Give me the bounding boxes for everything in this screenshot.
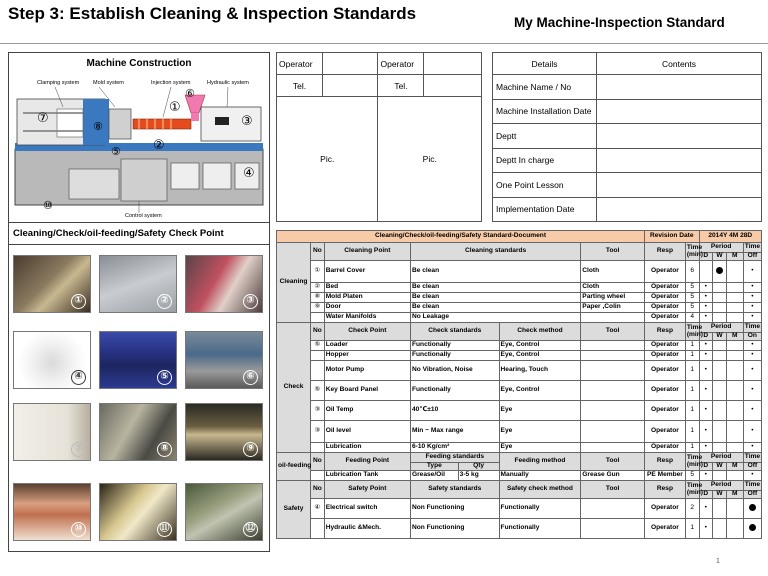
row-method: Eye [499,401,581,421]
row-standard: 40℃±10 [410,401,499,421]
row-standard: Functionally [410,341,499,351]
row-tool [581,313,645,323]
col-qty: Qty [458,463,499,471]
col-period: Period [699,481,743,491]
row-time: 4 [685,313,699,323]
row-resp: Operator [644,401,685,421]
period-w: W [713,333,727,341]
table-row: ⑤ Key Board Panel Functionally Eye, Control Operator 1 • • [277,381,762,401]
col-period: Period [699,243,743,253]
content-deptt[interactable] [597,124,762,149]
operator-1-label: Operator [277,53,323,75]
row-resp: PE Member [644,471,685,481]
time-off: Off [743,253,761,261]
row-time: 5 [685,283,699,293]
table-row: ⑧ Mold Platen Be clean Parting wheel Operator 5 • • [277,293,762,303]
row-no: ⑤ [311,341,325,351]
mold-system-label: Mold system [93,80,124,86]
revision-label: Revision Date [644,231,699,243]
row-time: 5 [685,293,699,303]
col-time-min: Time (min) [685,481,699,499]
row-time: 1 [685,351,699,361]
period-mark [749,524,756,531]
detail-deptt: Deptt [493,124,597,149]
row-method: Eye [499,443,581,453]
injection-system-label: Injection system [151,80,191,86]
row-time: 6 [685,261,699,283]
col-feeding-standards: Feeding standards [410,453,499,463]
row-time: 5 [685,303,699,313]
marker-2: ② [153,138,165,153]
section-safety: Safety [277,481,311,539]
col-no: No [311,243,325,261]
col-time-min: Time (min) [685,243,699,261]
table-row: Motor Pump No Vibration, Noise Hearing, Touch Operator 1 • • [277,361,762,381]
marker-1: ① [169,100,181,115]
checkpoint-title: Cleaning/Check/oil-feeding/Safety Check Point [13,228,224,239]
row-resp: Operator [644,303,685,313]
row-point: Lubrication Tank [324,471,410,481]
time-off: Off [743,491,761,499]
col-feeding-point: Feeding Point [324,453,410,471]
period-d: D [699,463,713,471]
detail-implementation-date: Implementation Date [493,197,597,222]
col-feeding-method: Feeding method [499,453,581,471]
table-row: ③ Oil Temp 40℃±10 Eye Operator 1 • • [277,401,762,421]
details-header: Details [493,53,597,75]
content-installation-date[interactable] [597,99,762,124]
row-no: ③ [311,401,325,421]
col-period: Period [699,323,743,333]
row-method: Hearing, Touch [499,361,581,381]
control-system-label: Control system [125,213,162,219]
content-machine-name[interactable] [597,75,762,100]
row-no: ⑨ [311,303,325,313]
row-resp: Operator [644,421,685,443]
left-panel [8,52,270,552]
tel-2-label: Tel. [378,75,424,97]
row-time: 2 [685,499,699,519]
row-standard: Functionally [410,381,499,401]
col-check-standards: Check standards [410,323,499,341]
contents-header: Contents [597,53,762,75]
pic-2: Pic. [378,97,482,222]
period-d: D [699,333,713,341]
row-method: Eye, Control [499,351,581,361]
row-tool: Paper ,Colin [581,303,645,313]
row-method: Eye [499,421,581,443]
period-w: W [713,463,727,471]
col-safety-point: Safety Point [324,481,410,499]
table-row: ③ Oil level Min ~ Max range Eye Operator 1 • • [277,421,762,443]
period-w: W [713,491,727,499]
page-title: Step 3: Establish Cleaning & Inspection Standards [8,4,417,23]
content-deptt-in-charge[interactable] [597,148,762,173]
row-standard: Be clean [410,303,580,313]
section-cleaning: Cleaning [277,243,311,323]
col-safety-standards: Safety standards [410,481,499,499]
row-no [311,313,325,323]
revision-value: 2014Y 4M 28D [699,231,762,243]
row-point: Electrical switch [324,499,410,519]
marker-5: ⑤ [111,145,121,158]
row-no [311,471,325,481]
row-time: 1 [685,401,699,421]
col-time-min: Time (min) [685,323,699,341]
col-safety-method: Safety check method [499,481,581,499]
operator-2-label: Operator [378,53,424,75]
period-d: D [699,491,713,499]
row-resp: Operator [644,381,685,401]
row-tool: Cloth [581,261,645,283]
detail-installation-date: Machine Installation Date [493,99,597,124]
col-time: Time [743,243,761,253]
row-time: 5 [685,471,699,481]
photo-hydraulic: ③ [185,255,263,313]
row-time: 1 [685,519,699,539]
row-tool: Grease Gun [581,471,645,481]
row-resp: Operator [644,283,685,293]
row-method: Functionally [499,499,581,519]
row-standard: Be clean [410,283,580,293]
row-type: Grease/Oil [410,471,458,481]
row-point: Hopper [324,351,410,361]
row-resp: Operator [644,519,685,539]
row-no: ⑤ [311,381,325,401]
col-time: Time [743,481,761,491]
row-method: Eye, Control [499,341,581,351]
row-point: Key Board Panel [324,381,410,401]
table-row: Water Manifolds No Leakage Operator 4 • • [277,313,762,323]
detail-one-point-lesson: One Point Lesson [493,173,597,198]
col-time: Time [743,453,761,463]
row-no [311,361,325,381]
photo-loader: ④ [13,331,91,389]
tel-1-value[interactable] [322,75,378,97]
time-off: Off [743,463,761,471]
marker-6: ⑥ [185,87,195,100]
clamping-system-label: Clamping system [37,80,80,86]
row-time: 1 [685,361,699,381]
row-point: Motor Pump [324,361,410,381]
row-point: Oil level [324,421,410,443]
row-tool: Parting wheel [581,293,645,303]
table-row: ⑤ Loader Functionally Eye, Control Operator 1 • • [277,341,762,351]
row-standard: No Leakage [410,313,580,323]
doc-title: Cleaning/Check/oil-feeding/Safety Standard-Document [277,231,645,243]
photo-door: ⑨ [185,403,263,461]
detail-machine-name: Machine Name / No [493,75,597,100]
row-resp: Operator [644,351,685,361]
row-resp: Operator [644,293,685,303]
row-point: Water Manifolds [324,313,410,323]
row-standard: No Vibration, Noise [410,361,499,381]
row-point: Barrel Cover [324,261,410,283]
col-type: Type [410,463,458,471]
table-row: Lubrication Tank Grease/Oil 3-5 kg Manually Grease Gun PE Member 5 • • [277,471,762,481]
period-m: M [726,491,743,499]
photo-motor-pump: ⑫ [185,483,263,541]
standard-document-table [276,230,762,539]
col-cleaning-point: Cleaning Point [324,243,410,261]
table-row: Hopper Functionally Eye, Control Operator 1 • • [277,351,762,361]
row-time: 1 [685,341,699,351]
marker-10: ⑩ [43,199,53,212]
row-point: Loader [324,341,410,351]
marker-7: ⑦ [37,111,49,126]
photo-bed: ② [99,255,177,313]
row-no: ② [311,283,325,293]
photo-water-manifold: ⑩ [13,483,91,541]
photo-hopper: ⑥ [185,331,263,389]
row-standard: Min ~ Max range [410,421,499,443]
col-tool: Tool [581,323,645,341]
row-time: 1 [685,381,699,401]
table-row: ⑨ Door Be clean Paper ,Colin Operator 5 • • [277,303,762,313]
row-point: Lubrication [324,443,410,453]
period-m: M [726,463,743,471]
row-point: Mold Platen [324,293,410,303]
row-resp: Operator [644,361,685,381]
details-table [492,52,762,222]
row-time: 1 [685,443,699,453]
col-resp: Resp [644,481,685,499]
period-mark [749,504,756,511]
period-m: M [726,333,743,341]
row-point: Door [324,303,410,313]
row-standard: Functionally [410,351,499,361]
period-w: W [713,253,727,261]
row-no [311,519,325,539]
row-resp: Operator [644,443,685,453]
row-point: Bed [324,283,410,293]
machine-construction-box [9,53,269,223]
row-resp: Operator [644,341,685,351]
row-standard: Be clean [410,293,580,303]
col-resp: Resp [644,453,685,471]
page-subtitle: My Machine-Inspection Standard [514,15,725,30]
marker-3: ③ [241,114,253,129]
col-resp: Resp [644,243,685,261]
row-resp: Operator [644,261,685,283]
row-point: Hydraulic &Mech. [324,519,410,539]
period-d: D [699,253,713,261]
row-method: Eye, Control [499,381,581,401]
col-no: No [311,453,325,471]
row-time: 1 [685,421,699,443]
tel-1-label: Tel. [277,75,323,97]
content-one-point-lesson[interactable] [597,173,762,198]
col-check-point: Check Point [324,323,410,341]
row-resp: Operator [644,499,685,519]
operator-1-value[interactable] [322,53,378,75]
row-no [311,351,325,361]
col-period: Period [699,453,743,463]
row-no: ③ [311,421,325,443]
table-row: ② Bed Be clean Cloth Operator 5 • • [277,283,762,293]
col-no: No [311,481,325,499]
row-standard: 6-10 Kg/cm² [410,443,499,453]
page-number: 1 [716,558,720,565]
photo-clamping: ⑦ [13,403,91,461]
section-oil-feeding: oil-feeding [277,453,311,481]
hydraulic-system-label: Hydraulic system [207,80,249,86]
row-standard: Non Functioning [410,499,499,519]
pic-1: Pic. [277,97,378,222]
col-tool: Tool [581,453,645,471]
table-row: ① Barrel Cover Be clean Cloth Operator 6 • [277,261,762,283]
detail-deptt-in-charge: Deptt In charge [493,148,597,173]
table-row: Lubrication 6-10 Kg/cm² Eye Operator 1 • • [277,443,762,453]
content-implementation-date[interactable] [597,197,762,222]
row-standard: Non Functioning [410,519,499,539]
time-on: On [743,333,761,341]
row-no: ① [311,261,325,283]
col-check-method: Check method [499,323,581,341]
row-point: Oil Temp [324,401,410,421]
row-resp: Operator [644,313,685,323]
col-cleaning-standards: Cleaning standards [410,243,580,261]
period-mark [716,267,723,274]
col-tool: Tool [581,481,645,499]
machine-title: Machine Construction [86,58,192,69]
photo-keyboard-panel: ⑤ [99,331,177,389]
col-no: No [311,323,325,341]
checkpoint-divider [9,244,269,245]
table-row: ④ Electrical switch Non Functioning Functionally Operator 2 • [277,499,762,519]
marker-4: ④ [243,166,255,181]
row-no: ④ [311,499,325,519]
operator-table [276,52,482,222]
title-divider [0,43,768,44]
col-time-min: Time (min) [685,453,699,471]
operator-2-value[interactable] [424,53,482,75]
row-tool: Cloth [581,283,645,293]
marker-8: ⑧ [93,120,103,133]
row-no [311,443,325,453]
row-qty: 3-5 kg [458,471,499,481]
photo-mold-platen: ⑧ [99,403,177,461]
row-method: Functionally [499,519,581,539]
col-tool: Tool [581,243,645,261]
row-method: Manually [499,471,581,481]
col-time: Time [743,323,761,333]
col-resp: Resp [644,323,685,341]
tel-2-value[interactable] [424,75,482,97]
photo-barrel: ① [13,255,91,313]
period-m: M [726,253,743,261]
row-standard: Be clean [410,261,580,283]
machine-diagram [13,73,265,219]
row-no: ⑧ [311,293,325,303]
table-row: Hydraulic &Mech. Non Functioning Functionally Operator 1 • [277,519,762,539]
photo-lubrication: ⑪ [99,483,177,541]
section-check: Check [277,323,311,453]
